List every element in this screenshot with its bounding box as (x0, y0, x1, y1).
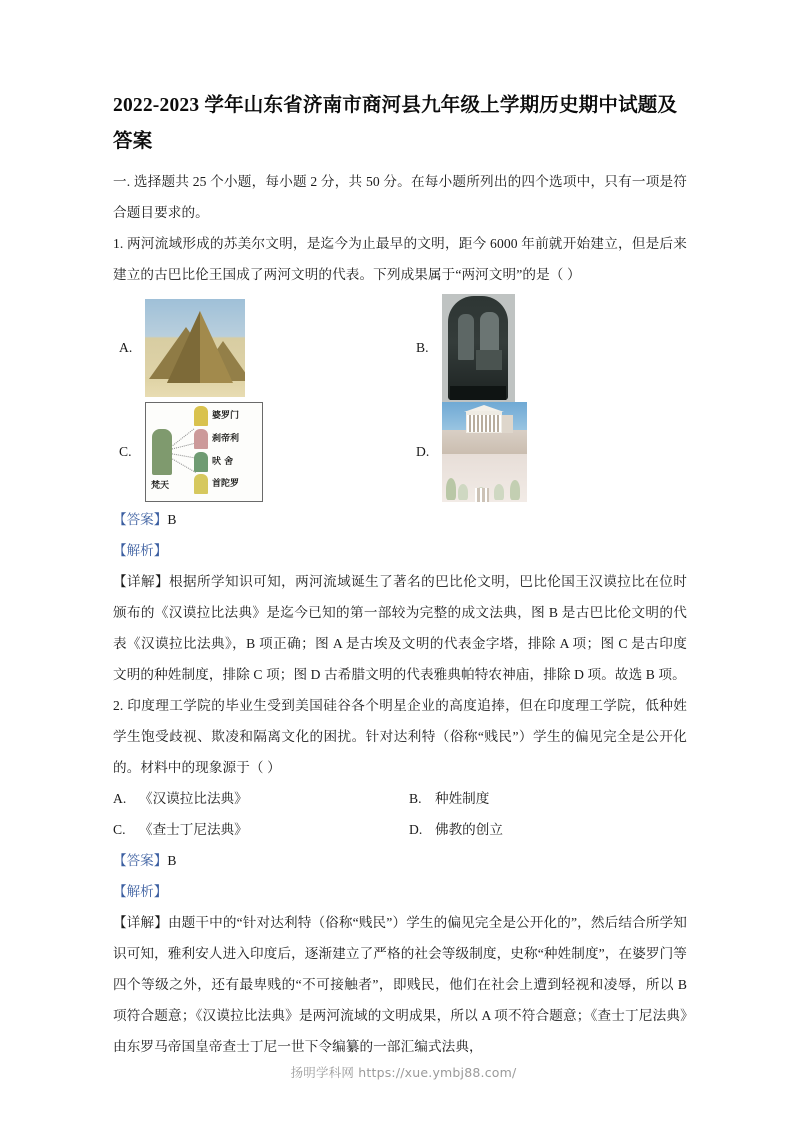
question-2-option-row-1 (113, 783, 687, 814)
caste-label-brahmin: 婆罗门 (212, 411, 240, 421)
analysis-tag: 【解析】 (113, 884, 168, 899)
document-content (113, 88, 687, 1062)
option-text-d: 佛教的创立 (435, 822, 503, 837)
section-instruction: 一. 选择题共 25 个小题，每小题 2 分，共 50 分。在每小题所列出的四个选项中，只有一项是符合题目要求的。 (113, 174, 687, 220)
question-2-detail (113, 907, 687, 1062)
question-1-detail-text: 根据所学知识可知，两河流域诞生了著名的巴比伦文明，巴比伦国王汉谟拉比在位时颁布的《汉谟拉比法典》是迄今已知的第一部较为完整的成文法典，图 B 是古巴比伦文明的代表《汉谟拉比法典》，B 项正确；图 A 是古埃及文明的代表金字塔，排除 A 项；图 C 是古印度文明的种姓制度，排除 C 项；图 D 古希腊文明的代表雅典帕特农神庙，排除 D 项。故选 B 项。 (113, 574, 687, 682)
option-letter-a: A. (113, 791, 127, 806)
question-1-option-c[interactable] (113, 402, 400, 502)
question-2-number: 2. (113, 698, 124, 713)
question-1-image-options (113, 294, 687, 502)
question-2-option-a[interactable] (113, 783, 400, 814)
question-1-option-d[interactable] (400, 402, 687, 502)
question-1-stem (113, 228, 687, 290)
question-1-detail (113, 566, 687, 690)
parthenon-acropolis-image (442, 402, 527, 502)
page-title: 2022-2023 学年山东省济南市商河县九年级上学期历史期中试题及答案 (113, 95, 678, 152)
caste-label-vaishya: 吠 舍 (212, 457, 234, 467)
option-letter-b: B. (416, 340, 429, 355)
option-letter-d: D. (409, 822, 423, 837)
question-2-option-d[interactable] (400, 814, 687, 845)
question-2-stem-text: 印度理工学院的毕业生受到美国硅谷各个明星企业的高度追捧，但在印度理工学院，低种姓学生饱受歧视、欺凌和隔离文化的困扰。针对达利特（俗称“贱民”）学生的偏见完全是公开化的。材料中的现象源于（ ） (113, 698, 688, 775)
question-2-analysis-line (113, 876, 687, 907)
caste-label-shudra: 首陀罗 (212, 479, 240, 489)
question-2-answer-line (113, 845, 687, 876)
option-letter-c: C. (119, 444, 132, 459)
caste-label-brahma: 梵天 (151, 481, 170, 491)
question-2-option-row-2 (113, 814, 687, 845)
answer-tag: 【答案】 (113, 853, 168, 868)
question-1-option-row-2 (113, 402, 687, 502)
question-1-option-row-1 (113, 294, 687, 402)
question-2-answer-value: B (167, 853, 177, 868)
question-2-option-c[interactable] (113, 814, 400, 845)
option-text-a: 《汉谟拉比法典》 (139, 791, 248, 806)
question-1-answer-value: B (167, 512, 177, 527)
question-1-number: 1. (113, 236, 124, 251)
option-text-c: 《查士丁尼法典》 (139, 822, 248, 837)
answer-tag: 【答案】 (113, 512, 168, 527)
option-letter-b: B. (409, 791, 422, 806)
question-2-option-b[interactable] (400, 783, 687, 814)
question-1-option-a[interactable] (113, 299, 400, 397)
detail-tag: 【详解】 (113, 915, 168, 930)
question-2-text-options (113, 783, 687, 845)
hammurabi-stele-image (442, 294, 515, 402)
question-1-answer-line (113, 504, 687, 535)
caste-label-kshatriya: 刹帝利 (212, 434, 240, 444)
question-1-stem-text: 两河流域形成的苏美尔文明，是迄今为止最早的文明，距今 6000 年前就开始建立，但是后来建立的古巴比伦王国成了两河文明的代表。下列成果属于“两河文明”的是（ ） (113, 236, 688, 282)
option-text-b: 种姓制度 (435, 791, 490, 806)
egyptian-pyramids-image (145, 299, 245, 397)
detail-tag: 【详解】 (113, 574, 170, 589)
analysis-tag: 【解析】 (113, 543, 168, 558)
option-letter-c: C. (113, 822, 126, 837)
question-1-option-b[interactable] (400, 294, 687, 402)
question-2-stem (113, 690, 687, 783)
footer-watermark: 扬明学科网 https://xue.ymbj88.com/ (290, 1065, 517, 1080)
question-1-analysis-line (113, 535, 687, 566)
option-letter-d: D. (416, 444, 430, 459)
question-2-detail-text: 由题干中的“针对达利特（俗称“贱民”）学生的偏见完全是公开化的”，然后结合所学知识可知，雅利安人进入印度后，逐渐建立了严格的社会等级制度，史称“种姓制度”，在婆罗门等四个等级之外，还有最卑贱的“不可接触者”，即贱民，他们在社会上遭到轻视和凌辱，所以 B 项符合题意；《汉谟拉比法典》是两河流域的文明成果，所以 A 项不符合题意；《查士丁尼法典》由东罗马帝国皇帝查士丁尼一世下令编纂的一部汇编式法典， (113, 915, 687, 1054)
option-letter-a: A. (119, 340, 133, 355)
india-caste-diagram-image (145, 402, 263, 502)
